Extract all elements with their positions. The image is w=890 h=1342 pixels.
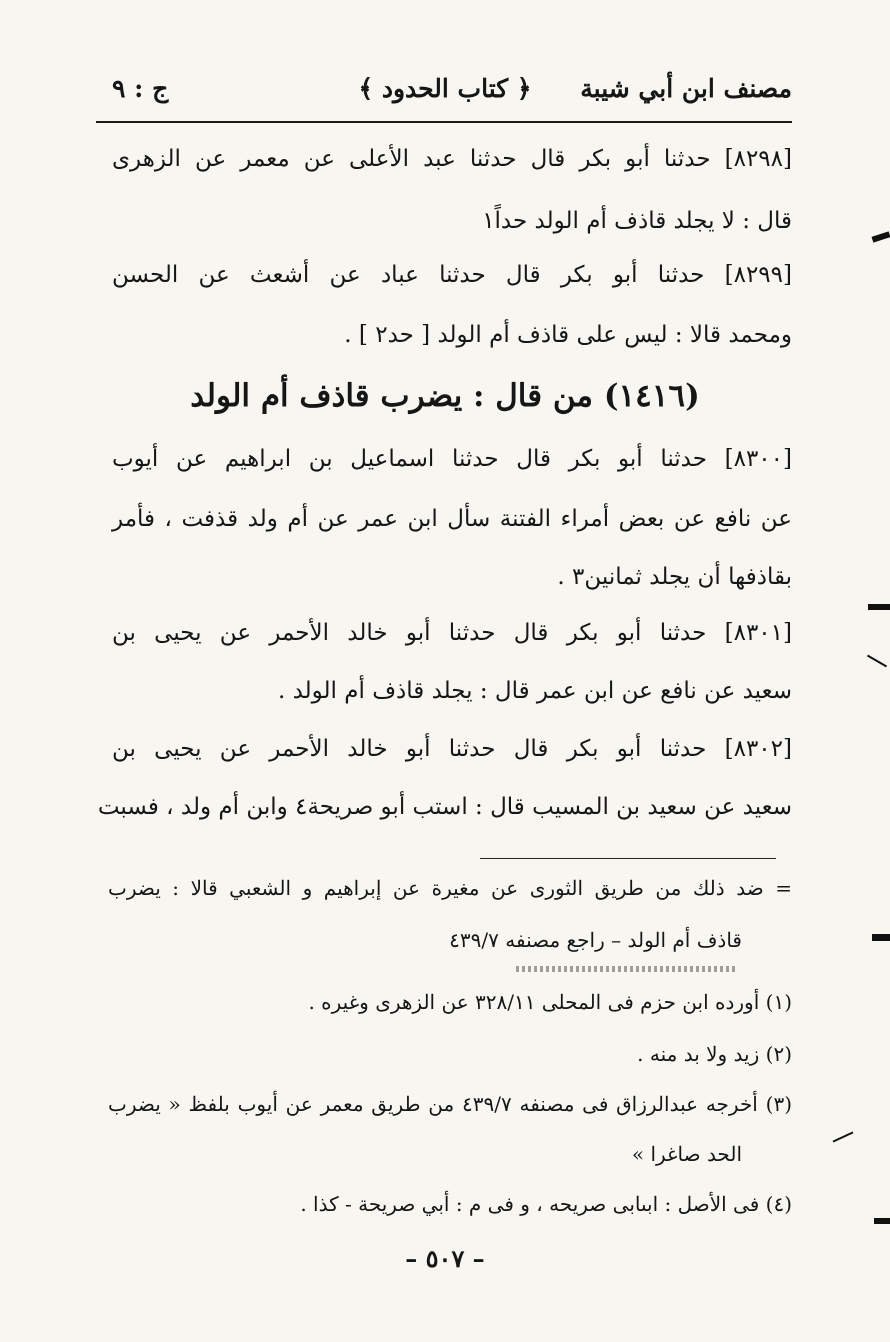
footnote-line: (٤) فى الأصل : ابىابى صريحه ، و فى م : أبي صريحة - كذا . (300, 1192, 792, 1216)
footnote-line: (٣) أخرجه عبدالرزاق فى مصنفه ٤٣٩/٧ من طريق معمر عن أيوب بلفظ « يضرب (108, 1092, 792, 1116)
section-heading: (١٤١٦) من قال : يضرب قاذف أم الولد (190, 378, 700, 414)
footnote-line: (١) أورده ابن حزم فى المحلى ٣٢٨/١١ عن الزهرى وغيره . (308, 990, 792, 1014)
body-line: بقاذفها أن يجلد ثمانين٣ . (557, 564, 792, 590)
scan-mark (868, 604, 890, 610)
body-line: سعيد عن سعيد بن المسيب قال : استب أبو صريحة٤ وابن أم ولد ، فسبت (97, 794, 792, 820)
page-number: – ٥٠٧ – (405, 1244, 485, 1273)
running-header-chapter: ﴿ كتاب الحدود ﴾ (358, 74, 532, 103)
running-header-book-title: مصنف ابن أبي شيبة (580, 74, 792, 103)
body-line: قال : لا يجلد قاذف أم الولد حداً١ (482, 208, 792, 234)
body-line: [٨٣٠٠] حدثنا أبو بكر قال حدثنا اسماعيل بن ابراهيم عن أيوب (112, 446, 792, 472)
scan-mark (833, 1131, 854, 1142)
running-header-volume: ج : ٩ (112, 74, 169, 103)
body-line: [٨٢٩٩] حدثنا أبو بكر قال حدثنا عباد عن أشعث عن الحسن (112, 262, 792, 288)
body-line: ومحمد قالا : ليس على قاذف أم الولد [ حد٢ ] . (344, 322, 792, 348)
header-rule (96, 121, 792, 123)
body-line: عن نافع عن بعض أمراء الفتنة سأل ابن عمر عن أم ولد قذفت ، فأمر (112, 506, 792, 532)
scan-mark (872, 231, 890, 242)
scan-mark (872, 934, 890, 941)
footnote-line: الحد صاغرا » (631, 1142, 742, 1166)
footnote-line: (٢) زيد ولا بد منه . (637, 1042, 792, 1066)
wavy-underline (516, 966, 738, 972)
scan-mark (874, 1218, 890, 1224)
footnote-line: قاذف أم الولد – راجع مصنفه ٤٣٩/٧ (449, 928, 742, 952)
footnote-rule (480, 858, 776, 859)
body-line: [٨٣٠١] حدثنا أبو بكر قال حدثنا أبو خالد الأحمر عن يحيى بن (112, 620, 792, 646)
scan-mark (867, 655, 887, 668)
body-line: [٨٢٩٨] حدثنا أبو بكر قال حدثنا عبد الأعلى عن معمر عن الزهرى (112, 146, 792, 172)
body-line: [٨٣٠٢] حدثنا أبو بكر قال حدثنا أبو خالد الأحمر عن يحيى بن (112, 736, 792, 762)
body-line: سعيد عن نافع عن ابن عمر قال : يجلد قاذف أم الولد . (277, 678, 792, 704)
footnote-line: = ضد ذلك من طريق الثورى عن مغيرة عن إبراهيم و الشعبي قالا : يضرب (108, 876, 792, 900)
